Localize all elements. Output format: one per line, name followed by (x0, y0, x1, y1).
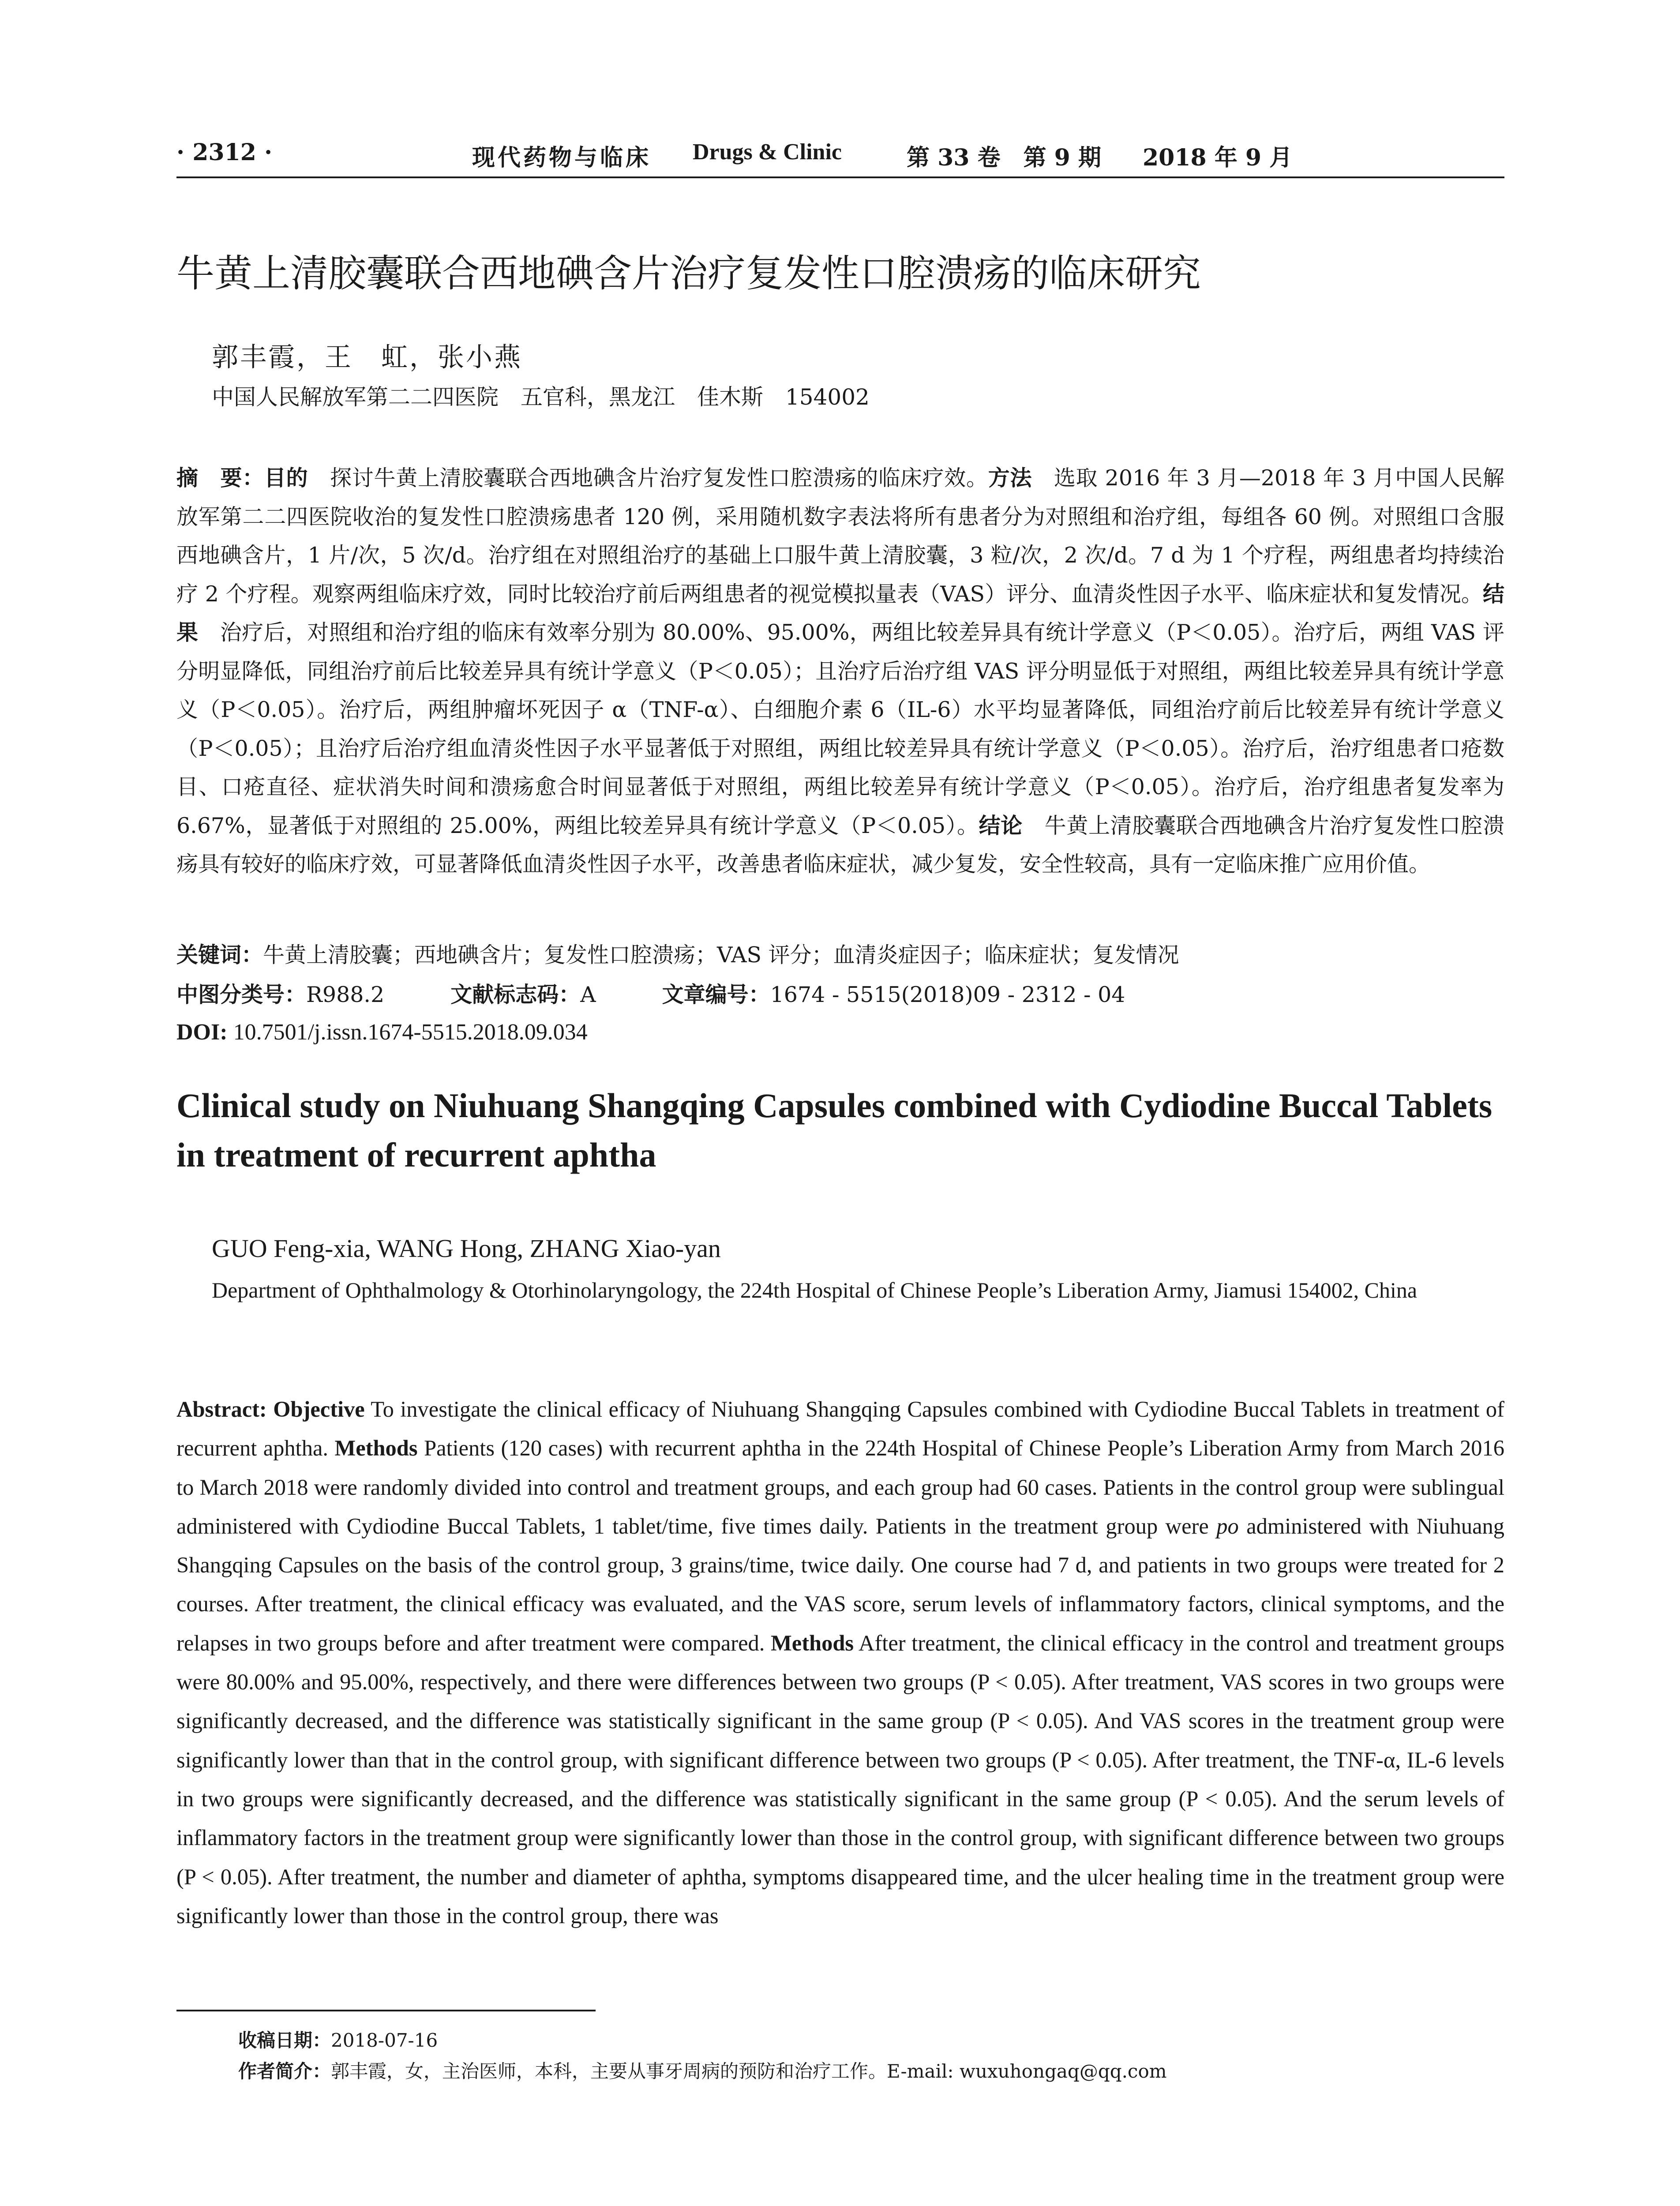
clc-label: 中图分类号： (176, 982, 307, 1007)
objective-text-cn: 探讨牛黄上清胶囊联合西地碘含片治疗复发性口腔溃疡的临床疗效。 (308, 465, 988, 491)
header-divider (176, 176, 1504, 178)
paper-title-en: Clinical study on Niuhuang Shangqing Capsules combined with Cydiodine Buccal Tablets in treatment of recurrent aphtha (176, 1086, 1492, 1174)
clc-value: R988.2 (306, 982, 385, 1007)
page-number: · 2312 · (176, 139, 273, 166)
authors-cn: 郭丰霞，王 虹，张小燕 (212, 342, 522, 373)
results-text-cn: 治疗后，对照组和治疗组的临床有效率分别为 80.00%、95.00%，两组比较差异具有统计学意义（P＜0.05）。治疗后，两组 VAS 评分明显降低，同组治疗前后比较差异具有统计学意义（P＜0.05）；且治疗后治疗组 VAS 评分明显低于对照组，两组比较差异具有统计学意义（P＜0.05）。治疗后，两组肿瘤坏死因子 α（TNF-α）、白细胞介素 6（IL-6）水平均显著降低，同组治疗前后比较差异有统计学意义（P＜0.05）；且治疗后治疗组血清炎性因子水平显著低于对照组，两组比较差异具有统计学意义（P＜0.05）。治疗后，治疗组患者口疮数目、口疮直径、症状消失时间和溃疡愈合时间显著低于对照组，两组比较差异有统计学意义（P＜0.05）。治疗后，治疗组患者复发率为 6.67%，显著低于对照组的 25.00%，两组比较差异具有统计学意义（P＜0.05）。 (176, 620, 1504, 838)
authors-en: GUO Feng-xia, WANG Hong, ZHANG Xiao-yan (212, 1234, 721, 1263)
abstract-label-cn: 摘 要： (176, 465, 264, 491)
author-bio-text: 郭丰霞，女，主治医师，本科，主要从事牙周病的预防和治疗工作。E-mail: wuxuhongaq@qq.com (331, 2060, 1167, 2082)
footnote-divider (176, 2010, 596, 2011)
results-label-cn: 结果 (176, 581, 1504, 645)
objective-label-en: Objective (273, 1397, 365, 1422)
doc-code-value: A (580, 982, 596, 1007)
conclusion-text-cn: 牛黄上清胶囊联合西地碘含片治疗复发性口腔溃疡具有较好的临床疗效，可显著降低血清炎性因子水平，改善患者临床症状，减少复发，安全性较高，具有一定临床推广应用价值。 (176, 813, 1504, 877)
results-text-en: After treatment, the clinical efficacy in the control and treatment groups were 80.00% and 95.00%, respectively, and there were differences between two groups (P < 0.05). After treatment, VAS scores in two groups were significantly decreased, and the difference was statistically significant in the same group (P < 0.05). And VAS scores in the treatment group were significantly lower than that in the control group, with significant difference between two groups (P < 0.05). After treatment, the TNF-α, IL-6 levels in two groups were significantly decreased, and the difference was statistically significant in the same group (P < 0.05). And the serum levels of inflammatory factors in the treatment group were significantly lower than those in the control group, with significant difference between two groups (P < 0.05). After treatment, the number and diameter of aphtha, symptoms disappeared time, and the ulcer healing time in the treatment group were significantly lower than those in the control group, there was (176, 1630, 1504, 1928)
methods-label-en: Methods (334, 1436, 418, 1461)
received-date (238, 2025, 438, 2056)
issue-date: 2018 年 9 月 (1143, 144, 1293, 171)
keywords-cn (176, 938, 1179, 973)
affiliation-cn: 中国人民解放军第二二四医院 五官科，黑龙江 佳木斯 154002 (212, 384, 870, 410)
author-bio-label: 作者简介： (238, 2060, 331, 2082)
volume-issue: 第 33 卷 第 9 期 (907, 144, 1101, 171)
methods-label-cn: 方法 (988, 465, 1032, 491)
po-italic: po (1216, 1513, 1239, 1538)
methods-text-en-2: administered with Niuhuang Shangqing Capsules on the basis of the control group, 3 grains/time, twice daily. One course had 7 d, and patients in two groups were treated for 2 courses. After treatment, the clinical efficacy was evaluated, and the VAS score, serum levels of inflammatory factors, clinical symptoms, and the relapses in two groups before and after treatment were compared. (176, 1513, 1504, 1655)
objective-text-en: To investigate the clinical efficacy of Niuhuang Shangqing Capsules combined with Cydiodine Buccal Tablets in treatment of recurrent aphtha. (176, 1397, 1505, 1461)
abstract-label-en: Abstract: (176, 1397, 267, 1422)
article-no-value: 1674 - 5515(2018)09 - 2312 - 04 (770, 982, 1125, 1007)
doi-label: DOI: (176, 1020, 228, 1045)
keywords-label: 关键词： (176, 942, 263, 968)
author-bio (238, 2056, 1167, 2087)
abstract-cn (176, 459, 1504, 884)
running-header (176, 139, 1504, 179)
received-label: 收稿日期： (238, 2030, 331, 2051)
journal-name-en: Drugs & Clinic (693, 139, 842, 165)
article-no-label: 文章编号： (662, 982, 770, 1007)
doi-line (176, 1015, 588, 1050)
objective-label-cn: 目的 (264, 465, 308, 491)
doc-code-label: 文献标志码： (450, 982, 581, 1007)
methods-text-en: Patients (120 cases) with recurrent aphtha in the 224th Hospital of Chinese People’s Liberation Army from March 2016 to March 2018 were randomly divided into control and treatment groups, and each group had 60 cases. Patients in the control group were sublingual administered with Cydiodine Buccal Tablets, 1 tablet/time, five times daily. Patients in the treatment group were (176, 1436, 1504, 1538)
results-label-en: Methods (771, 1630, 854, 1655)
doi-value: 10.7501/j.issn.1674-5515.2018.09.034 (227, 1020, 588, 1045)
keywords-text: 牛黄上清胶囊；西地碘含片；复发性口腔溃疡；VAS 评分；血清炎症因子；临床症状；复发情况 (263, 942, 1179, 968)
received-value: 2018-07-16 (331, 2030, 438, 2051)
abstract-en (176, 1390, 1504, 1935)
paper-title-cn: 牛黄上清胶囊联合西地碘含片治疗复发性口腔溃疡的临床研究 (176, 251, 1201, 296)
classification-line (176, 977, 1125, 1013)
journal-name-cn: 现代药物与临床 (472, 144, 652, 171)
affiliation-en: Department of Ophthalmology & Otorhinolaryngology, the 224th Hospital of Chinese People’s Liberation Army, Jiamusi 154002, China (212, 1278, 1418, 1302)
methods-text-cn: 选取 2016 年 3 月—2018 年 3 月中国人民解放军第二二四医院收治的复发性口腔溃疡患者 120 例，采用随机数字表法将所有患者分为对照组和治疗组，每组各 60 例。对照组口含服西地碘含片，1 片/次，5 次/d。治疗组在对照组治疗的基础上口服牛黄上清胶囊，3 粒/次，2 次/d。7 d 为 1 个疗程，两组患者均持续治疗 2 个疗程。观察两组临床疗效，同时比较治疗前后两组患者的视觉模拟量表（VAS）评分、血清炎性因子水平、临床症状和复发情况。 (176, 465, 1504, 607)
conclusion-label-cn: 结论 (979, 813, 1023, 838)
